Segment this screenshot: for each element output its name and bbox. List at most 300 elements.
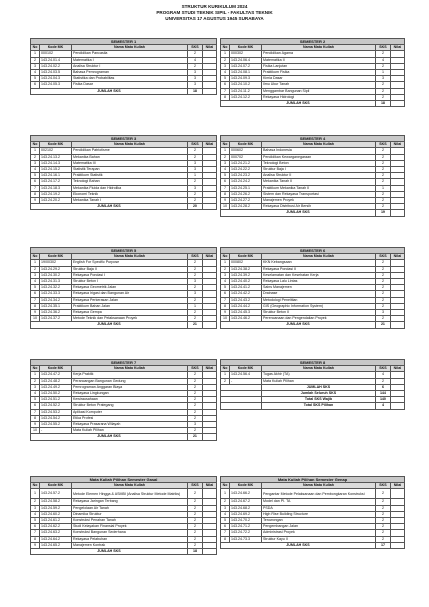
cell-no: 4: [31, 70, 40, 76]
cell-nama: Teknologi Bahan: [72, 179, 188, 185]
column-header-no: No: [31, 254, 40, 260]
column-header-sks: SKS: [375, 45, 390, 51]
table-row: [31, 489, 217, 499]
cell-sks: 2: [187, 198, 202, 204]
cell-nama: Praktikum Statistik: [72, 173, 188, 179]
column-header-nilai: Nilai: [390, 254, 404, 260]
cell-nama: Struktur Baja I: [262, 167, 376, 173]
cell-no: 1: [221, 372, 230, 378]
cell-nama: High Rise Building Structure: [262, 511, 376, 517]
total-row: [31, 204, 217, 210]
cell-nama: Analisa Struktur II: [262, 173, 376, 179]
column-header-nilai: Nilai: [202, 483, 216, 489]
summary-value: 6: [375, 384, 390, 390]
cell-sks: 2: [375, 167, 390, 173]
table-semester-7: [30, 359, 217, 441]
cell-nama: Rekayasa Geometrik Jalan: [72, 285, 188, 291]
cell-kode: 143.24.48.2: [40, 378, 72, 384]
cell-kode: 143.24.05.3: [40, 82, 72, 88]
cell-no: 9: [221, 198, 230, 204]
cell-sks: 2: [375, 266, 390, 272]
table-semester-8: [220, 359, 405, 410]
column-header-sks: SKS: [187, 254, 202, 260]
header-line-3: UNIVERSITAS 17 AGUSTUS 1945 SURABAYA: [165, 16, 264, 21]
cell-sks: 2: [375, 536, 390, 542]
summary-label: Jumlah Seluruh SKS: [262, 391, 376, 397]
cell-sks: 4: [187, 57, 202, 63]
cell-nama: Perencanaan dan Pengendalian Proyek: [262, 316, 376, 322]
cell-sks: 2: [187, 518, 202, 524]
cell-nama: Aplikasi Komputer: [72, 409, 188, 415]
cell-sks: 2: [187, 542, 202, 548]
cell-kode: -: [230, 378, 262, 384]
cell-sks: 2: [375, 303, 390, 309]
cell-sks: 2: [375, 530, 390, 536]
table-title: Mata Kuliah Pilihan Semester Genap: [221, 477, 405, 483]
cell-no: 4: [221, 70, 230, 76]
cell-sks: 3: [187, 70, 202, 76]
table-title: SEMESTER 7: [31, 360, 217, 366]
cell-nama: Struktur Beton II: [262, 310, 376, 316]
cell-kode: 143.24.31.3: [40, 279, 72, 285]
document-header: [0, 4, 429, 22]
column-header-kode: Kode MK: [40, 142, 72, 148]
total-row: [221, 542, 405, 548]
column-header-nama: Nama Mata Kuliah: [72, 45, 188, 51]
table-semester-6: [220, 247, 405, 329]
cell-kode: 143.24.65.2: [40, 542, 72, 548]
cell-sks: 2: [187, 297, 202, 303]
column-header-no: No: [221, 366, 230, 372]
cell-no: 4: [221, 279, 230, 285]
cell-kode: 143.24.59.2: [40, 505, 72, 511]
cell-nama: Mekanika Tanah I: [72, 198, 188, 204]
cell-nama: Mata Kuliah Pilihan: [72, 428, 188, 434]
cell-no: 10: [221, 316, 230, 322]
cell-kode: 143.24.64.2: [40, 536, 72, 542]
cell-sks: 2: [187, 403, 202, 409]
cell-blank: [390, 322, 404, 328]
total-label: JUMLAH SKS: [31, 549, 188, 555]
cell-blank: [390, 403, 404, 409]
cell-kode: 143.24.09.3: [230, 76, 262, 82]
cell-sks: 2: [187, 260, 202, 266]
cell-kode: 143.24.24.2: [230, 179, 262, 185]
cell-sks: 2: [375, 378, 390, 384]
cell-blank: [390, 542, 404, 548]
cell-no: 6: [31, 82, 40, 88]
total-label: JUMLAH SKS: [31, 204, 188, 210]
table-elective-odd: [30, 476, 217, 555]
cell-sks: 2: [375, 82, 390, 88]
cell-sks: 2: [187, 191, 202, 197]
cell-sks: 2: [375, 316, 390, 322]
cell-no: 2: [221, 266, 230, 272]
cell-kode: 143.24.27.2: [230, 198, 262, 204]
total-row: [31, 88, 217, 94]
cell-kode: 143.24.50.2: [40, 391, 72, 397]
cell-nama: Keselamatan dan Kesehatan Kerja: [262, 272, 376, 278]
table-elective-even: [220, 476, 405, 549]
cell-nama: Struktur Beton Prategang: [72, 403, 188, 409]
cell-kode: 143.24.38.2: [230, 266, 262, 272]
cell-blank: [390, 101, 404, 107]
cell-nama: Rekayasa Pelabuhan: [72, 536, 188, 542]
total-sks: 17: [375, 542, 390, 548]
cell-nama: Analisa Struktur I: [72, 63, 188, 69]
column-header-no: No: [221, 254, 230, 260]
column-header-kode: Kode MK: [230, 254, 262, 260]
total-row: [221, 210, 405, 216]
cell-sks: 2: [375, 191, 390, 197]
cell-nama: Metode Teknik dan Pelaksanaan Proyek: [72, 316, 188, 322]
cell-nama: Pendidikan Agama: [262, 51, 376, 57]
header-line-2: PROGRAM STUDI TEKNIK SIPIL - FAKULTAS TEKNIK: [156, 10, 273, 15]
cell-nama: Matematika II: [262, 57, 376, 63]
total-sks: 20: [187, 204, 202, 210]
cell-blank: [202, 322, 216, 328]
cell-sks: 2: [187, 372, 202, 378]
cell-kode: 143.24.73.3: [230, 536, 262, 542]
cell-blank: [221, 403, 262, 409]
total-row: [221, 101, 405, 107]
cell-no: 2: [221, 154, 230, 160]
cell-no: 5: [221, 518, 230, 524]
cell-nama: Kerja Praktik: [72, 372, 188, 378]
column-header-kode: Kode MK: [230, 45, 262, 51]
cell-kode: 143.24.36.2: [40, 310, 72, 316]
table-semester-4: [220, 135, 405, 217]
cell-no: 3: [221, 505, 230, 511]
cell-nama: English For Specific Purpose: [72, 260, 188, 266]
column-header-no: No: [31, 142, 40, 148]
cell-kode: 143.24.41.2: [230, 285, 262, 291]
cell-nama: Pendidikan Pancasila: [72, 51, 188, 57]
cell-no: 2: [31, 266, 40, 272]
cell-kode: 000302: [230, 51, 262, 57]
total-row: [221, 322, 405, 328]
cell-blank: [390, 210, 404, 216]
table-title: SEMESTER 8: [221, 360, 405, 366]
total-row: [31, 434, 217, 440]
cell-no: 7: [221, 88, 230, 94]
cell-nama: Statistik Terapan: [72, 167, 188, 173]
cell-sks: 2: [375, 179, 390, 185]
table-title: SEMESTER 5: [31, 248, 217, 254]
cell-blank: [202, 434, 216, 440]
cell-sks: 3: [375, 76, 390, 82]
cell-nama: Rekayasa Irigasi dan Bangunan Air: [72, 291, 188, 297]
cell-nama: Terowongan: [262, 518, 376, 524]
summary-row: [221, 403, 405, 409]
cell-sks: 2: [187, 148, 202, 154]
cell-no: 7: [31, 297, 40, 303]
cell-no: 3: [31, 160, 40, 166]
cell-kode: 000602: [230, 148, 262, 154]
total-row: [31, 322, 217, 328]
total-sks: 18: [187, 88, 202, 94]
cell-sks: 2: [375, 285, 390, 291]
cell-no: 3: [221, 63, 230, 69]
cell-no: 9: [31, 310, 40, 316]
cell-sks: 2: [187, 499, 202, 505]
cell-nama: Praktikum Mekanika Tanah II: [262, 185, 376, 191]
cell-nama: Rekayasa Lingkungan: [72, 391, 188, 397]
column-header-nilai: Nilai: [202, 142, 216, 148]
cell-nama: Bahasa Pemrograman: [72, 70, 188, 76]
cell-sks: 3: [187, 185, 202, 191]
cell-sks: 2: [187, 272, 202, 278]
cell-kode: 143.24.03.5: [40, 70, 72, 76]
cell-nama: Fisika Lanjutan: [262, 63, 376, 69]
cell-kode: 143.24.43.2: [230, 297, 262, 303]
summary-value: 140: [375, 397, 390, 403]
cell-sks: 2: [375, 63, 390, 69]
cell-no: 10: [221, 204, 230, 210]
cell-no: 8: [31, 303, 40, 309]
cell-sks: 2: [187, 51, 202, 57]
cell-kode: 143.24.56.4: [230, 372, 262, 378]
cell-sks: 2: [375, 173, 390, 179]
column-header-kode: Kode MK: [230, 142, 262, 148]
column-header-sks: SKS: [187, 483, 202, 489]
cell-no: 5: [221, 285, 230, 291]
cell-kode: 143.24.71.2: [230, 524, 262, 530]
cell-nama: Matematika III: [72, 160, 188, 166]
cell-no: 2: [221, 57, 230, 63]
total-sks: 18: [375, 101, 390, 107]
cell-no: 7: [221, 297, 230, 303]
cell-no: 5: [31, 518, 40, 524]
summary-label: JUMLAH SKS: [262, 384, 376, 390]
cell-sks: 2: [187, 536, 202, 542]
cell-nama: Rekayasa Distribusi Air Bersih: [262, 204, 376, 210]
cell-nama: GIS (Geographic Information System): [262, 303, 376, 309]
cell-kode: 143.24.15.2: [40, 167, 72, 173]
cell-kode: 143.24.16.1: [40, 173, 72, 179]
column-header-nama: Nama Mata Kuliah: [72, 483, 188, 489]
total-row: [31, 549, 217, 555]
cell-no: 9: [221, 310, 230, 316]
cell-no: 1: [221, 148, 230, 154]
cell-nama: Ekonomi Teknik: [72, 191, 188, 197]
column-header-nilai: Nilai: [202, 366, 216, 372]
cell-no: 4: [221, 167, 230, 173]
cell-nama: Praktikum Fisika: [262, 70, 376, 76]
cell-sks: 3: [187, 76, 202, 82]
cell-sks: 2: [375, 88, 390, 94]
cell-nama: Struktur Kayu II: [262, 536, 376, 542]
cell-kode: 143.24.21.2: [230, 160, 262, 166]
cell-no: 8: [221, 536, 230, 542]
cell-sks: 2: [187, 285, 202, 291]
total-label: JUMLAH SKS: [221, 322, 376, 328]
column-header-nama: Nama Mata Kuliah: [262, 254, 376, 260]
cell-no: 6: [221, 524, 230, 530]
column-header-nilai: Nilai: [202, 254, 216, 260]
cell-no: 6: [31, 403, 40, 409]
cell-sks: 2: [187, 524, 202, 530]
cell-nama: Rekayasa Gempa: [72, 310, 188, 316]
cell-nama: Rekayasa Pondasi II: [262, 266, 376, 272]
table-semester-2: [220, 38, 405, 107]
cell-no: 6: [31, 524, 40, 530]
cell-sks: 2: [375, 198, 390, 204]
total-sks: 21: [187, 322, 202, 328]
cell-no: 1: [31, 260, 40, 266]
column-header-nilai: Nilai: [390, 142, 404, 148]
cell-no: 5: [221, 173, 230, 179]
cell-sks: 2: [375, 260, 390, 266]
cell-kode: 143.24.04.3: [40, 76, 72, 82]
cell-nama: Pengelolaan Air Tanah: [72, 505, 188, 511]
cell-kode: 002102: [40, 148, 72, 154]
cell-no: 2: [31, 154, 40, 160]
total-label: JUMLAH SKS: [221, 210, 376, 216]
cell-sks: 2: [375, 279, 390, 285]
cell-kode: 143.24.12.2: [230, 94, 262, 100]
cell-kode: 143.24.01.4: [40, 57, 72, 63]
table-row: [221, 489, 405, 499]
cell-kode: 143.24.45.3: [230, 310, 262, 316]
cell-nama: Dinamika Struktur: [72, 511, 188, 517]
cell-sks: 3: [187, 422, 202, 428]
cell-kode: 143.24.20.2: [40, 198, 72, 204]
cell-nama: Teknologi Beton: [262, 160, 376, 166]
cell-no: 4: [31, 167, 40, 173]
cell-sks: 2: [375, 518, 390, 524]
cell-nama: Konstruksi Bangunan Sederhana: [72, 530, 188, 536]
cell-sks: 2: [187, 378, 202, 384]
column-header-nama: Nama Mata Kuliah: [262, 142, 376, 148]
cell-kode: 143.24.11.2: [230, 88, 262, 94]
cell-nama: Manajemen Kontrak: [72, 542, 188, 548]
cell-no: 3: [221, 160, 230, 166]
cell-kode: 143.24.66.2: [230, 489, 262, 499]
column-header-nama: Nama Mata Kuliah: [262, 483, 376, 489]
total-label: JUMLAH SKS: [221, 101, 376, 107]
cell-no: 7: [221, 185, 230, 191]
cell-kode: 143.24.70.2: [230, 518, 262, 524]
column-header-no: No: [221, 142, 230, 148]
cell-kode: 143.24.18.3: [40, 185, 72, 191]
cell-no: 6: [31, 291, 40, 297]
total-label: JUMLAH SKS: [31, 88, 188, 94]
cell-sks: 1: [375, 185, 390, 191]
column-header-no: No: [31, 366, 40, 372]
cell-no: 2: [221, 378, 230, 384]
cell-nama: Perancangan Bangunan Gedung: [72, 378, 188, 384]
cell-nama: Mekanika Tanah II: [262, 179, 376, 185]
cell-sks: 3: [187, 167, 202, 173]
cell-no: 6: [221, 291, 230, 297]
cell-sks: 4: [375, 372, 390, 378]
column-header-nilai: Nilai: [202, 45, 216, 51]
cell-sks: 3: [187, 291, 202, 297]
cell-nama: Model dan PI. TA: [262, 499, 376, 505]
cell-sks: 1: [187, 303, 202, 309]
summary-label: Total SKS Wajib: [262, 397, 376, 403]
cell-kode: 143.24.25.1: [230, 185, 262, 191]
cell-no: 3: [221, 272, 230, 278]
cell-kode: 143.24.32.2: [40, 285, 72, 291]
column-header-sks: SKS: [187, 45, 202, 51]
cell-nama: Metode Elemen Hingga & ASMBI (Analisa Struktur Metode Matriks): [72, 489, 188, 499]
cell-sks: 2: [375, 154, 390, 160]
cell-no: 1: [221, 51, 230, 57]
cell-kode: 143.24.28.2: [230, 204, 262, 210]
cell-sks: 2: [187, 409, 202, 415]
cell-no: 8: [31, 415, 40, 421]
cell-nama: Pengembangan Jalan: [262, 524, 376, 530]
cell-no: 8: [31, 536, 40, 542]
cell-sks: 2: [375, 204, 390, 210]
table-title: SEMESTER 2: [221, 39, 405, 45]
cell-nama: Metodologi Penelitian: [262, 297, 376, 303]
cell-sks: 2: [187, 63, 202, 69]
cell-sks: 2: [375, 297, 390, 303]
cell-no: 2: [31, 57, 40, 63]
cell-nama: PSDA: [262, 505, 376, 511]
cell-sks: 2: [187, 391, 202, 397]
cell-kode: 143.24.07.2: [230, 63, 262, 69]
cell-blank: [202, 204, 216, 210]
cell-kode: 143.24.49.2: [40, 384, 72, 390]
cell-kode: 143.24.53.2: [40, 409, 72, 415]
cell-no: 10: [31, 316, 40, 322]
column-header-nama: Nama Mata Kuliah: [72, 142, 188, 148]
cell-kode: 143.24.67.2: [230, 499, 262, 505]
cell-no: 4: [31, 511, 40, 517]
cell-kode: 143.24.40.2: [230, 279, 262, 285]
column-header-nama: Nama Mata Kuliah: [72, 254, 188, 260]
cell-no: 7: [31, 530, 40, 536]
cell-kode: 143.24.10.2: [230, 82, 262, 88]
cell-nama: KKN Kebangsaan: [262, 260, 376, 266]
cell-kode: -: [40, 428, 72, 434]
cell-sks: 2: [187, 266, 202, 272]
cell-no: 1: [221, 260, 230, 266]
column-header-nama: Nama Mata Kuliah: [262, 366, 376, 372]
cell-kode: 143.24.35.1: [40, 303, 72, 309]
cell-sks: 3: [375, 310, 390, 316]
cell-sks: 2: [187, 530, 202, 536]
cell-nama: Pendidikan Kewarganegaraan: [262, 154, 376, 160]
cell-no: 7: [221, 530, 230, 536]
cell-no: 5: [31, 285, 40, 291]
cell-kode: 143.24.23.2: [230, 173, 262, 179]
column-header-nilai: Nilai: [390, 483, 404, 489]
cell-kode: 143.24.17.2: [40, 179, 72, 185]
cell-nama: Kimia Dasar: [262, 76, 376, 82]
cell-no: 8: [31, 191, 40, 197]
column-header-no: No: [221, 45, 230, 51]
cell-no: 3: [31, 63, 40, 69]
cell-nama: Rekayasa Jaringan Terbang: [72, 499, 188, 505]
cell-kode: 143.24.61.2: [40, 518, 72, 524]
cell-kode: 143.24.46.2: [230, 316, 262, 322]
cell-nama: Struktur Baja II: [72, 266, 188, 272]
cell-no: 5: [31, 76, 40, 82]
column-header-sks: SKS: [375, 254, 390, 260]
column-header-kode: Kode MK: [40, 45, 72, 51]
cell-no: 3: [31, 384, 40, 390]
cell-sks: 2: [187, 179, 202, 185]
total-label: JUMLAH SKS: [31, 322, 188, 328]
cell-sks: 2: [187, 489, 202, 499]
cell-kode: 000802: [230, 260, 262, 266]
cell-nama: Rekayasa Hidrologi: [262, 94, 376, 100]
